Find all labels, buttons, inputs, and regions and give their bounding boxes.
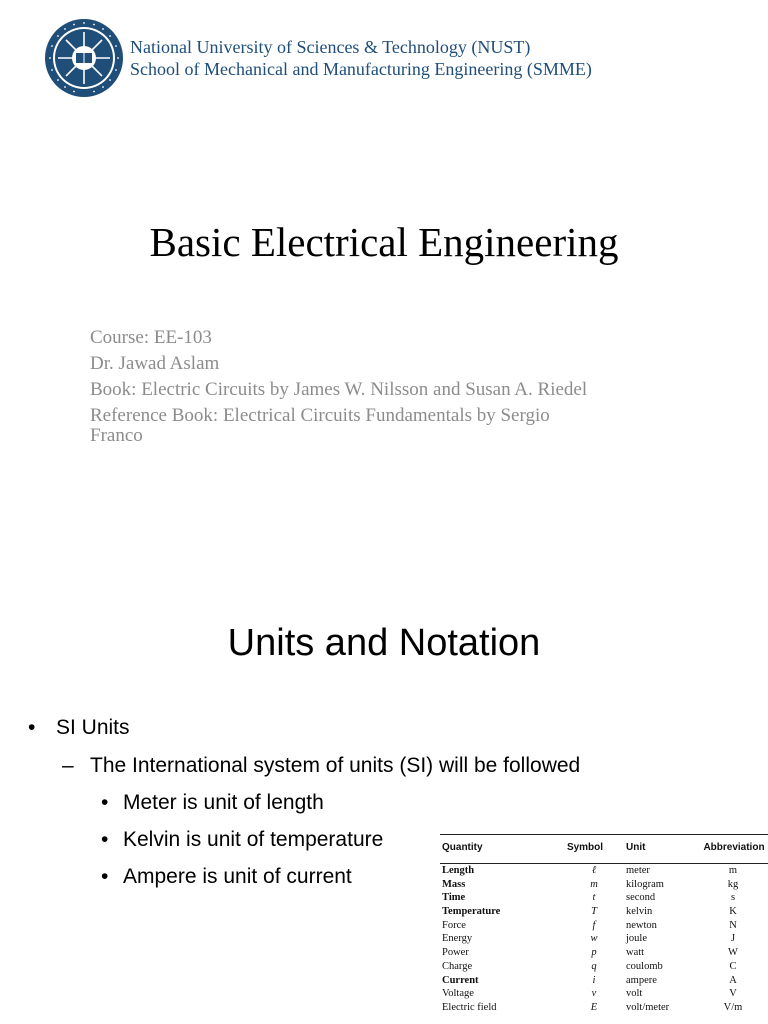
cell-quantity: Charge bbox=[442, 960, 473, 972]
university-logo-icon bbox=[44, 18, 124, 98]
bullet-text: SI Units bbox=[56, 716, 130, 739]
cell-unit: kelvin bbox=[626, 906, 653, 918]
header-symbol: Symbol bbox=[566, 842, 604, 853]
reference-book-line-1: Reference Book: Electrical Circuits Fundamentals by Sergio bbox=[90, 405, 550, 426]
cell-quantity: Length bbox=[442, 865, 475, 876]
bullet-text: Meter is unit of length bbox=[123, 791, 324, 814]
institution-header bbox=[130, 36, 592, 80]
table-row bbox=[436, 932, 768, 946]
dash-marker: – bbox=[62, 754, 74, 777]
cell-unit: coulomb bbox=[626, 960, 663, 972]
cell-unit: watt bbox=[626, 947, 645, 959]
cell-symbol: f bbox=[592, 919, 596, 931]
bullet-text: The International system of units (SI) will be followed bbox=[90, 754, 581, 777]
cell-symbol: t bbox=[592, 892, 596, 904]
cell-unit: newton bbox=[626, 919, 657, 931]
bullet-item-meter bbox=[101, 791, 324, 815]
table-row bbox=[436, 905, 768, 919]
table-row bbox=[436, 946, 768, 960]
table-body bbox=[436, 864, 768, 1015]
cell-quantity: Mass bbox=[442, 878, 466, 890]
bullet-text: Kelvin is unit of temperature bbox=[123, 828, 384, 851]
bullet-item-kelvin bbox=[101, 828, 384, 852]
table-row bbox=[436, 1001, 768, 1015]
cell-quantity: Temperature bbox=[442, 906, 501, 918]
cell-quantity: Electric field bbox=[442, 1001, 497, 1013]
school-name: School of Mechanical and Manufacturing Engineering (SMME) bbox=[130, 59, 592, 79]
instructor-name: Dr. Jawad Aslam bbox=[90, 353, 220, 374]
university-name: National University of Sciences & Technology (NUST) bbox=[130, 37, 531, 57]
bullet-marker: • bbox=[28, 716, 36, 739]
cell-symbol: p bbox=[591, 947, 597, 959]
cell-symbol: q bbox=[591, 960, 597, 972]
cell-unit: ampere bbox=[626, 974, 657, 986]
cell-abbreviation: m bbox=[728, 865, 738, 876]
cell-symbol: m bbox=[590, 878, 598, 890]
cell-abbreviation: kg bbox=[727, 878, 739, 890]
cell-abbreviation: J bbox=[730, 933, 736, 945]
table-row bbox=[436, 864, 768, 878]
bullet-item-si-units bbox=[28, 716, 130, 740]
reference-book-line-2: Franco bbox=[90, 425, 143, 446]
cell-symbol: T bbox=[591, 906, 597, 918]
bullet-item-international-system bbox=[62, 754, 581, 778]
bullet-marker: • bbox=[101, 791, 109, 814]
cell-unit: kilogram bbox=[626, 878, 664, 890]
bullet-item-ampere bbox=[101, 865, 352, 889]
bullet-marker: • bbox=[101, 865, 109, 888]
cell-symbol: ℓ bbox=[591, 865, 597, 876]
header-abbreviation: Abbreviation bbox=[703, 842, 765, 853]
table-row bbox=[436, 919, 768, 933]
cell-quantity: Energy bbox=[442, 933, 473, 945]
cell-abbreviation: V/m bbox=[723, 1001, 743, 1013]
textbook: Book: Electric Circuits by James W. Nilsson and Susan A. Riedel bbox=[90, 379, 588, 400]
cell-symbol: v bbox=[591, 988, 597, 1000]
cell-symbol: E bbox=[590, 1001, 598, 1013]
table-row bbox=[436, 891, 768, 905]
cell-abbreviation: C bbox=[729, 960, 737, 972]
cell-unit: volt/meter bbox=[626, 1001, 670, 1013]
si-units-table bbox=[436, 834, 768, 1015]
slide-title: Units and Notation bbox=[227, 622, 541, 664]
units-slide bbox=[0, 576, 768, 1024]
table-row bbox=[436, 974, 768, 988]
cell-abbreviation: W bbox=[728, 947, 738, 959]
course-code: Course: EE-103 bbox=[90, 327, 212, 348]
cell-symbol: w bbox=[590, 933, 598, 945]
table-header-row bbox=[436, 835, 768, 861]
table-row bbox=[436, 878, 768, 892]
cell-abbreviation: A bbox=[729, 974, 737, 986]
cell-quantity: Force bbox=[442, 919, 466, 931]
course-info bbox=[90, 328, 690, 446]
header-unit: Unit bbox=[626, 842, 646, 853]
cell-unit: meter bbox=[626, 865, 650, 876]
cell-quantity: Current bbox=[442, 974, 479, 986]
cell-quantity: Time bbox=[442, 892, 466, 904]
cell-unit: second bbox=[626, 892, 656, 904]
cell-unit: volt bbox=[626, 988, 643, 1000]
cell-quantity: Voltage bbox=[442, 988, 474, 1000]
course-title: Basic Electrical Engineering bbox=[149, 219, 619, 265]
cell-symbol: i bbox=[592, 974, 596, 986]
cell-abbreviation: K bbox=[729, 906, 737, 918]
bullet-marker: • bbox=[101, 828, 109, 851]
cell-quantity: Power bbox=[442, 947, 469, 959]
cell-abbreviation: N bbox=[729, 919, 737, 931]
cell-abbreviation: s bbox=[730, 892, 736, 904]
header-quantity: Quantity bbox=[442, 842, 483, 853]
bullet-text: Ampere is unit of current bbox=[123, 865, 352, 888]
cell-abbreviation: V bbox=[729, 988, 737, 1000]
table-row bbox=[436, 987, 768, 1001]
table-row bbox=[436, 960, 768, 974]
cell-unit: joule bbox=[626, 933, 647, 945]
